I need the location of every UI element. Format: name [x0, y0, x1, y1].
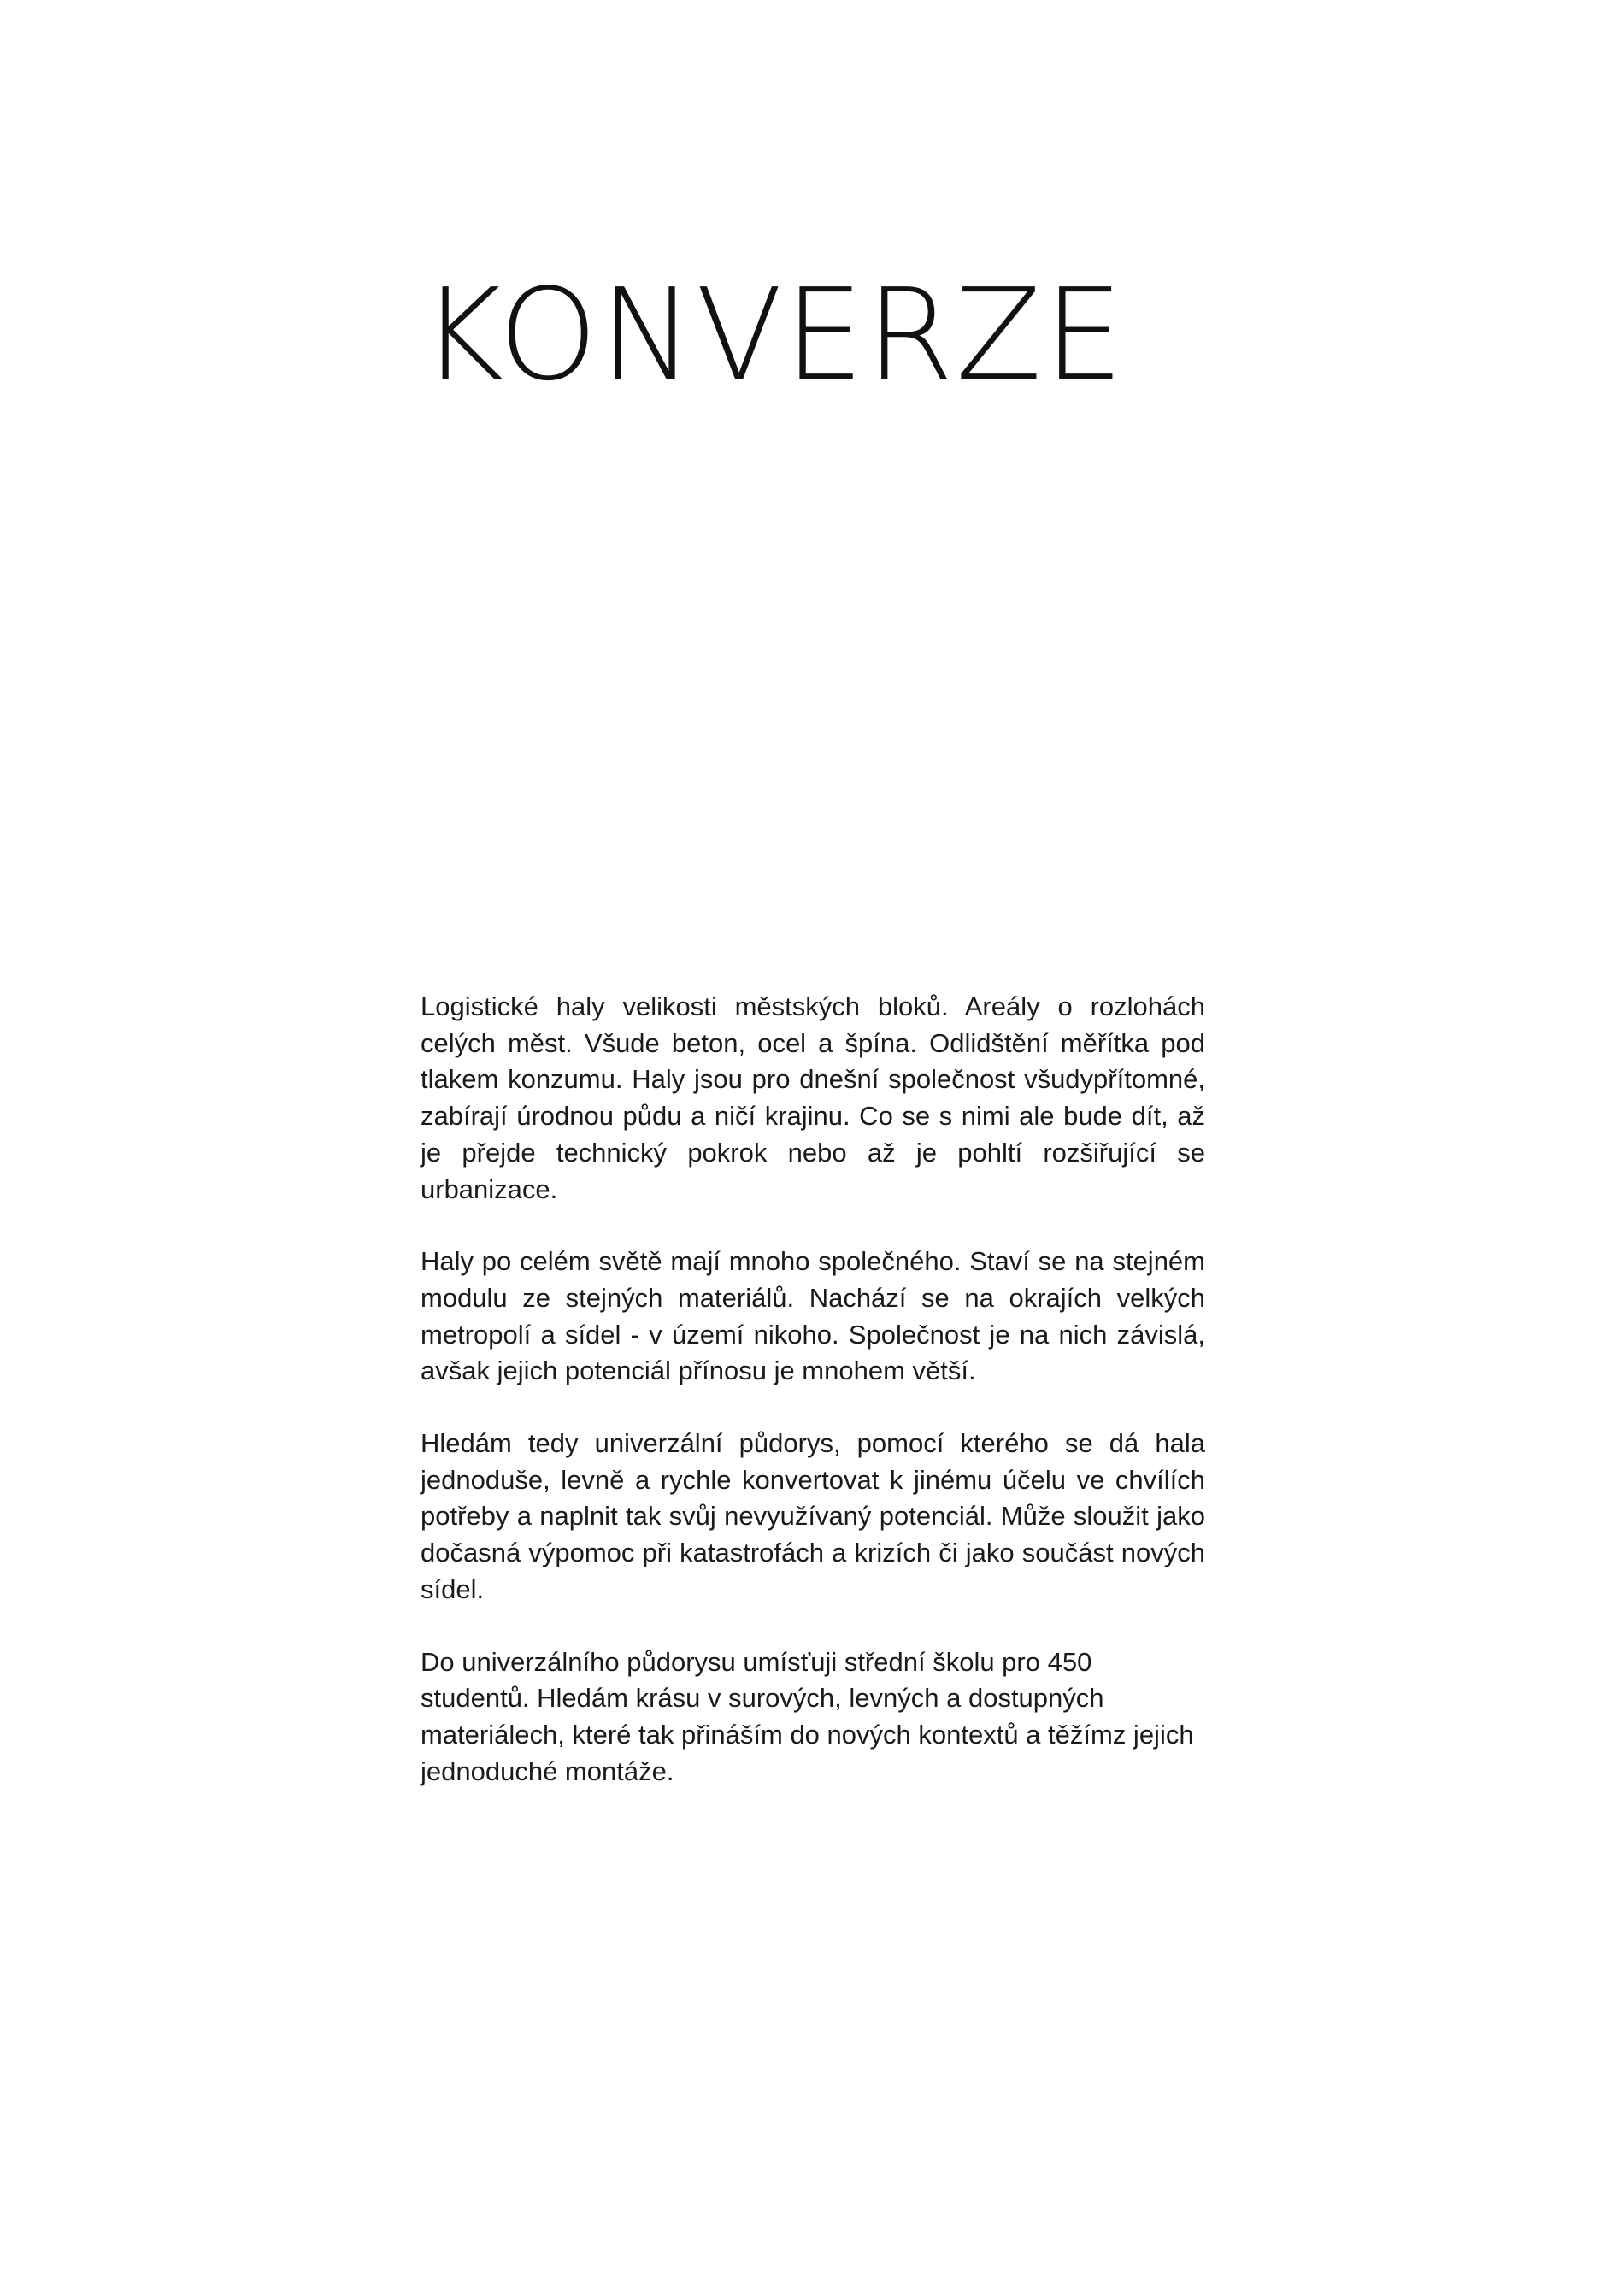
page-title: KONVERZE: [421, 262, 1126, 409]
paragraph-universal-plan: Hledám tedy univerzální půdorys, pomocí kterého se dá hala jednoduše, levně a rychle konvertovat k jinému účelu ve chvílích potřeby a naplnit tak svůj nevyužívaný potenciál. Může sloužit jako dočasná výpomoc při katastrofách a krizích či jako součást nových sídel.: [421, 1428, 1205, 1604]
paragraph-commonality: Haly po celém světě mají mnoho společného. Staví se na stejném modulu ze stejných materiálů. Nachází se na okrajích velkých metropolí a sídel - v území nikoho. Společnost je na nich závislá, avšak jejich potenciál přínosu je mnohem větší.: [421, 1246, 1205, 1386]
paragraph-school: Do univerzálního půdorysu umísťuji střední školu pro 450 studentů. Hledám krásu v surových, levných a dostupných materiálech, které tak přináším do nových kontextů a těžímz jejich jednoduché montáže.: [421, 1646, 1194, 1786]
paragraph-intro: Logistické haly velikosti městských bloků. Areály o rozlohách celých měst. Všude beton, ocel a špína. Odlidštění měřítka pod tlakem konzumu. Haly jsou pro dnešní společnost všudypřítomné, zabírají úrodnou půdu a ničí krajinu. Co se s nimi ale bude dít, až je přejde technický pokrok nebo až je pohltí rozšiřující se urbanizace.: [421, 991, 1205, 1204]
body-text: [421, 989, 1205, 1790]
